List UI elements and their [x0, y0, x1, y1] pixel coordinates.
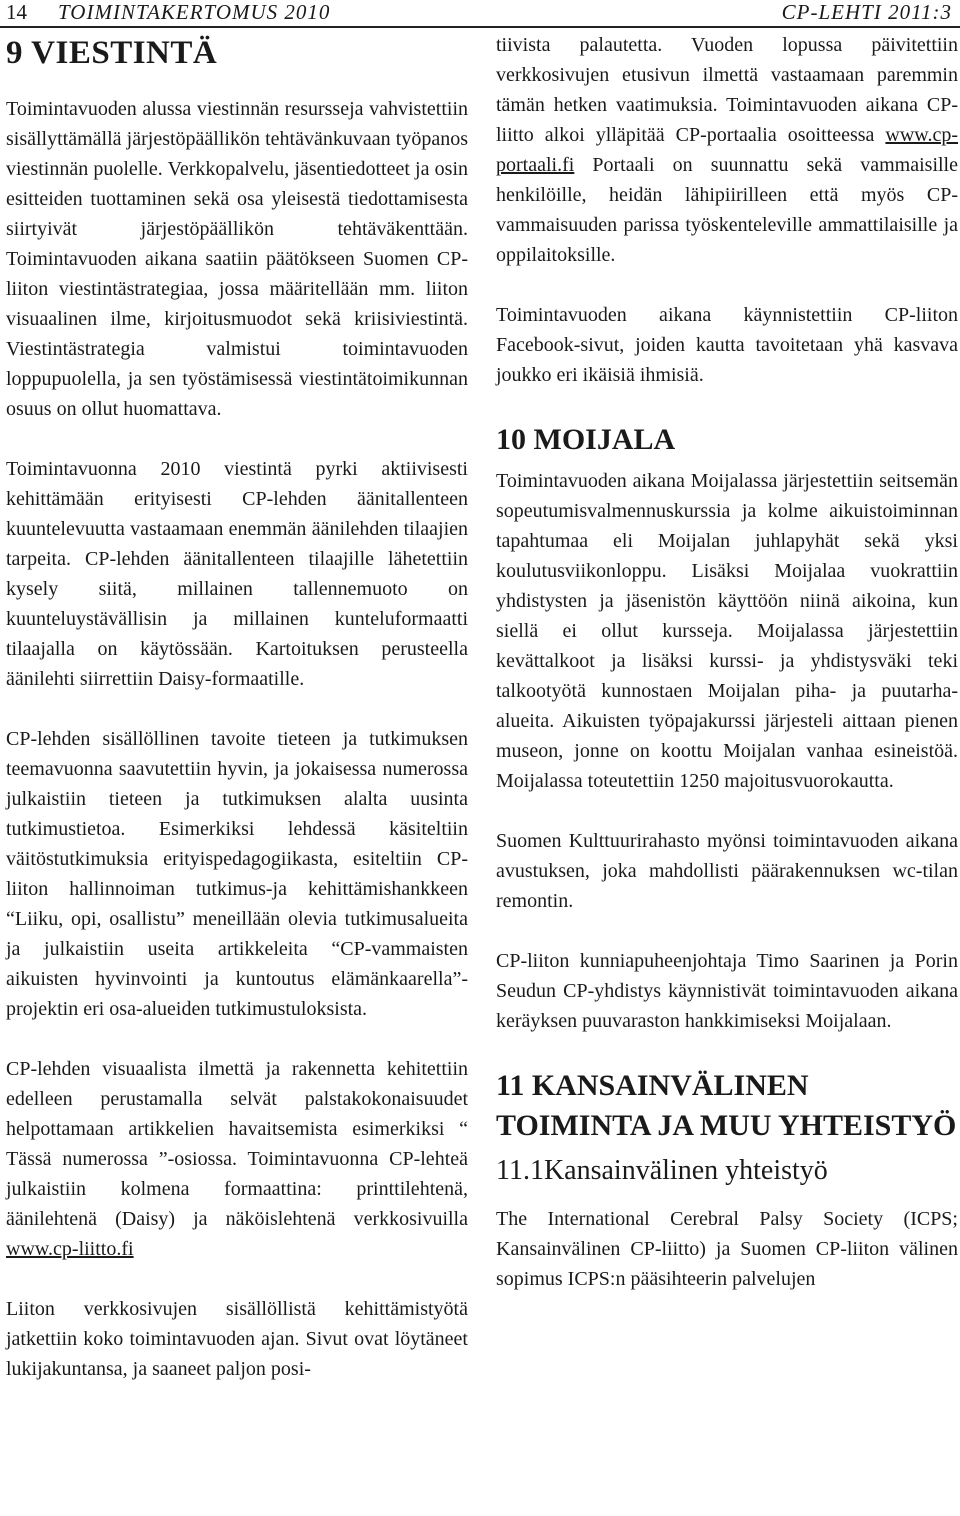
header-rule — [0, 26, 960, 28]
left-column — [6, 30, 468, 1384]
cp-liitto-link[interactable]: www.cp-liitto.fi — [6, 1238, 134, 1260]
paragraph: Toimintavuoden alussa viestinnän resursseja vahvistettiin sisällyttämällä järjestöpäällikön tehtävänkuvaan työpanos viestinnän puolelle. Verkkopalvelu, jäsentiedotteet ja osin esitteiden tuottaminen sekä osa yleisestä tiedottamisesta siirtyivät järjestöpäällikön tehtäväkenttään. Toimintavuoden aikana saatiin päätökseen Suomen CP-liiton viestintästrategiaa, jossa määritellään mm. liiton visuaalinen ilme, kirjoitusmuodot sekä kriisiviestintä. Viestintästrategia valmistui toimintavuoden loppupuolella, ja sen työstämisessä viestintätoimikunnan osuus on ollut huomattava. — [6, 98, 468, 420]
running-title-left: TOIMINTAKERTOMUS 2010 — [58, 0, 331, 24]
paragraph-text: Portaali on suunnattu sekä vammaisille henkilöille, heidän lähipiirilleen että myös CP-vammaisuuden parissa työskenteleville ammattilaisille ja oppilaitoksille. — [496, 154, 958, 266]
paragraph — [496, 30, 958, 270]
section-heading-viestinta: 9 VIESTINTÄ — [6, 35, 218, 71]
subsection-heading: 11.1Kansainvälinen yhteistyö — [496, 1155, 828, 1186]
paragraph: CP-lehden sisällöllinen tavoite tieteen ja tutkimuksen teemavuonna saavutettiin hyvin, ja jokaisessa numerossa julkaistiin tieteen ja tutkimuksen alalta uusinta tutkimustietoa. Esimerkiksi lehdessä käsiteltiin väitöstutkimuksia erityispedagogiikasta, esiteltiin CP-liiton hallinnoiman tutkimus-ja kehittämishankkeen “Liiku, opi, osallistu” meneillään olevia tutkimusalueita ja julkaistiin useita artikkeleita “CP-vammaisten aikuisten hyvinvointi ja kuntoutus elämänkaarella”-projektin eri osa-alueiden tutkimustuloksista. — [6, 728, 468, 1020]
right-column — [496, 30, 958, 1294]
paragraph: CP-liiton kunniapuheenjohtaja Timo Saarinen ja Porin Seudun CP-yhdistys käynnistivät toimintavuoden aikana keräyksen puuvaraston hankkimiseksi Moijalaan. — [496, 950, 958, 1032]
paragraph: Liiton verkkosivujen sisällöllistä kehittämistyötä jatkettiin koko toimintavuoden ajan. Sivut ovat löytäneet lukijakuntansa, ja saaneet paljon posi- — [6, 1298, 468, 1380]
paragraph: The International Cerebral Palsy Society (ICPS; Kansainvälinen CP-liitto) ja Suomen CP-liiton välinen sopimus ICPS:n pääsihteerin palvelujen — [496, 1208, 958, 1290]
section-heading-moijala: 10 MOIJALA — [496, 423, 676, 456]
paragraph: Toimintavuoden aikana Moijalassa järjestettiin seitsemän sopeutumisvalmennuskurssia ja kolme aikuistoiminnan tapahtumaa eli Moijalan juhlapyhät sekä yksi koulutusviikonloppu. Lisäksi Moijalaa vuokrattiin yhdistysten ja jäsenistön käyttöön niinä aikoina, kun siellä ei ollut kursseja. Moijalassa järjestettiin kevättalkoot ja lisäksi kurssi- ja yhdistysväki teki talkootyötä kunnostaen Moijalan piha- ja puutarha-alueita. Aikuisten työpajakurssi järjesteli aittaan pienen museon, jonne on koottu Moijalan vanhaa esineistöä. Moijalassa toteutettiin 1250 majoitusvuorokautta. — [496, 470, 958, 792]
page-number: 14 — [6, 0, 27, 24]
section-heading-kansainvalinen: 11 KANSAINVÄLINEN TOIMINTA JA MUU YHTEISTYÖ — [496, 1069, 957, 1142]
paragraph — [6, 1054, 468, 1264]
paragraph: Suomen Kulttuurirahasto myönsi toimintavuoden aikana avustuksen, joka mahdollisti päärakennuksen wc-tilan remontin. — [496, 830, 958, 912]
cp-portaali-link[interactable]: www.cp-portaali.fi — [496, 124, 958, 176]
paragraph: Toimintavuoden aikana käynnistettiin CP-liiton Facebook-sivut, joiden kautta tavoitetaan yhä kasvava joukko eri ikäisiä ihmisiä. — [496, 304, 958, 386]
page-header — [0, 0, 960, 28]
running-title-right: CP-LEHTI 2011:3 — [781, 0, 952, 24]
paragraph-text: tiivista palautetta. Vuoden lopussa päivitettiin verkkosivujen etusivun ilmettä vastaamaan paremmin tämän hetken vaatimuksia. Toimintavuoden aikana CP-liitto alkoi ylläpitää CP-portaalia osoitteessa — [496, 34, 958, 146]
paragraph-text: CP-lehden visuaalista ilmettä ja rakennetta kehitettiin edelleen perustamalla selvät palstakokonaisuudet helpottamaan artikkelien havaitsemista esimerkiksi “ Tässä numerossa ”-osiossa. Toimintavuonna CP-lehteä julkaistiin kolmena formaattina: printtilehtenä, äänilehtenä (Daisy) ja näköislehtenä verkkosivuilla — [6, 1058, 468, 1230]
paragraph: Toimintavuonna 2010 viestintä pyrki aktiivisesti kehittämään erityisesti CP-lehden äänitallenteen kuuntelevuutta vastaamaan enemmän äänilehden tilaajien tarpeita. CP-lehden äänitallenteen tilaajille lähetettiin kysely siitä, millainen tallennemuoto on kuunteluystävällisin ja millainen kunteluformaatti tilaajalla on käytössään. Kartoituksen perusteella äänilehti siirrettiin Daisy-formaatille. — [6, 458, 468, 690]
